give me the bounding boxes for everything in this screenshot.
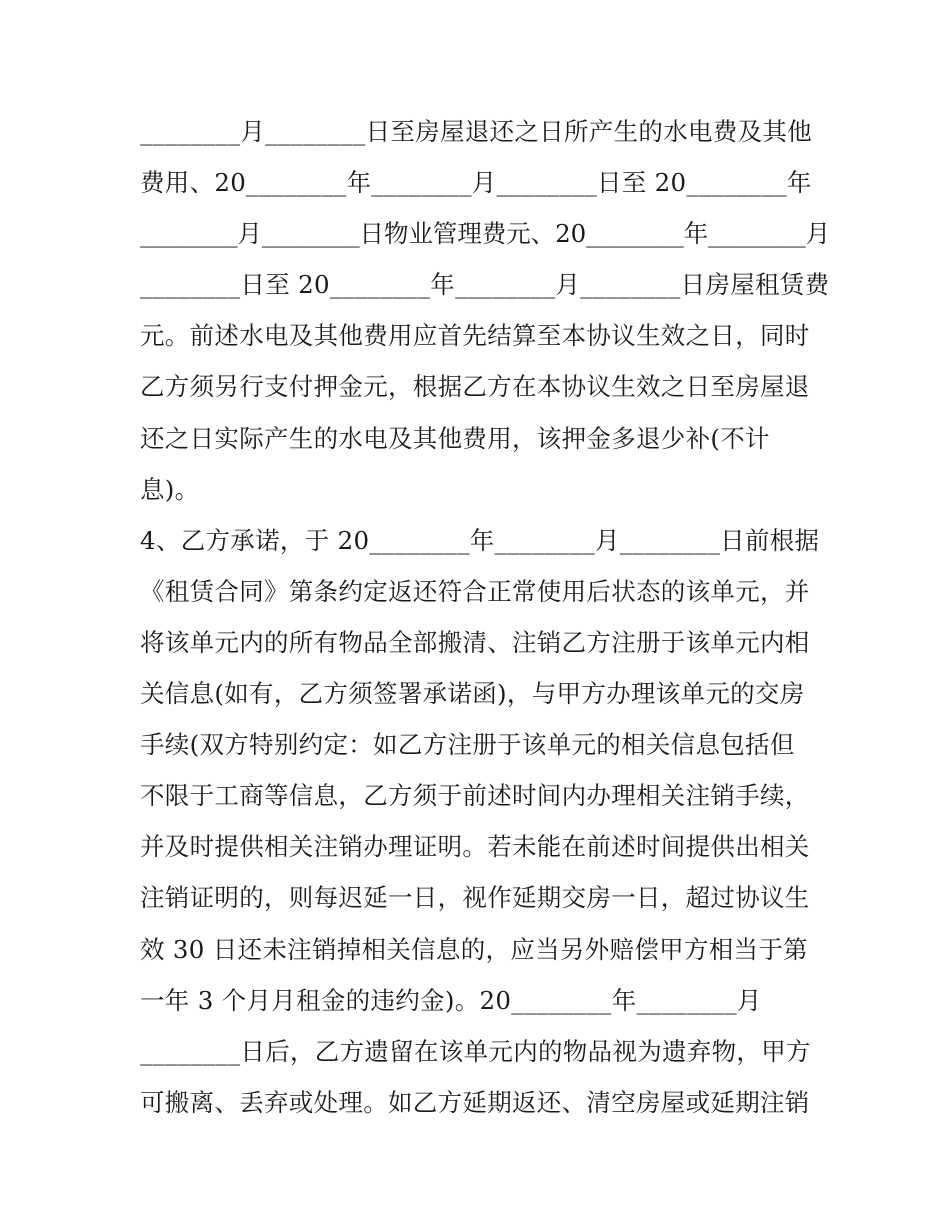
text-line-1: ________月________日至房屋退还之日所产生的水电费及其他 <box>140 117 812 146</box>
text-line-19: ________日后，乙方遗留在该单元内的物品视为遗弃物，甲方 <box>140 1036 811 1066</box>
text-line-6: 乙方须另行支付押金元，根据乙方在本协议生效之日至房屋退 <box>140 372 810 402</box>
text-line-14: 不限于工商等信息，乙方须于前述时间内办理相关注销手续， <box>140 781 810 811</box>
text-line-9: 4、乙方承诺，于 20________年________月________日前根据 <box>140 525 820 555</box>
text-line-11: 将该单元内的所有物品全部搬清、注销乙方注册于该单元内相 <box>140 627 810 657</box>
text-line-2: 费用、20________年________月________日至 20________年 <box>140 168 812 198</box>
text-line-13: 手续(双方特别约定：如乙方注册于该单元的相关信息包括但 <box>140 730 795 760</box>
document-body <box>140 106 830 1128</box>
text-line-3: ________月________日物业管理费元、20________年________月 <box>140 219 831 249</box>
text-line-7: 还之日实际产生的水电及其他费用，该押金多退少补(不计 <box>140 423 770 453</box>
text-line-5: 元。前述水电及其他费用应首先结算至本协议生效之日，同时 <box>140 321 810 351</box>
text-line-16: 注销证明的，则每迟延一日，视作延期交房一日，超过协议生 <box>140 883 810 913</box>
text-line-15: 并及时提供相关注销办理证明。若未能在前述时间提供出相关 <box>140 832 810 862</box>
text-line-8: 息)。 <box>140 474 200 504</box>
text-line-17: 效 30 日还未注销掉相关信息的，应当另外赔偿甲方相当于第 <box>140 934 808 964</box>
text-line-12: 关信息(如有，乙方须签署承诺函)，与甲方办理该单元的交房 <box>140 679 805 709</box>
text-line-10: 《租赁合同》第条约定返还符合正常使用后状态的该单元，并 <box>140 576 810 606</box>
text-line-4: ________日至 20________年________月________日房屋租赁费 <box>140 270 830 300</box>
text-line-20: 可搬离、丢弃或处理。如乙方延期返还、清空房屋或延期注销 <box>140 1087 810 1117</box>
text-line-18: 一年 3 个月月租金的违约金)。20________年________月 <box>140 985 762 1015</box>
